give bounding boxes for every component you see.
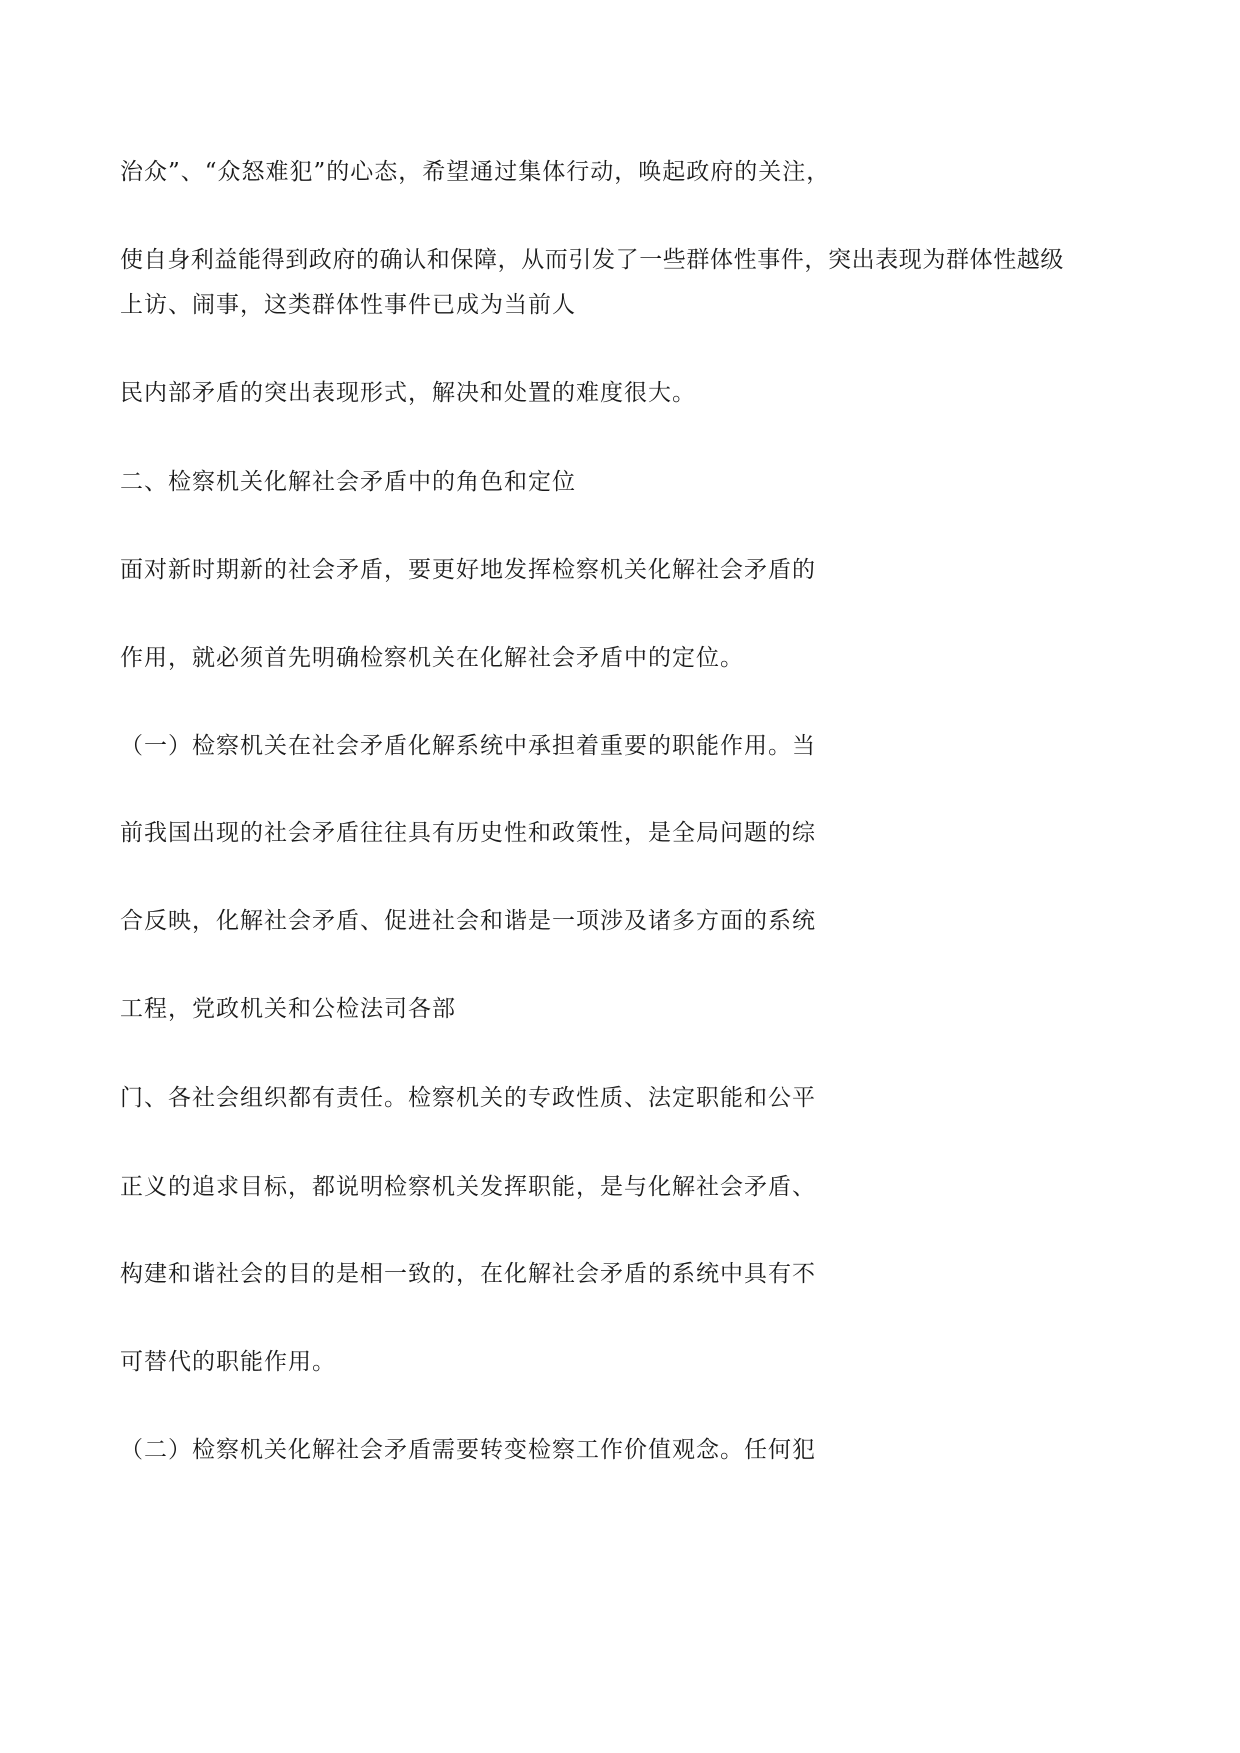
text-line: 作用，就必须首先明确检察机关在化解社会矛盾中的定位。 bbox=[120, 645, 744, 671]
section-heading: 二、检察机关化解社会矛盾中的角色和定位 bbox=[120, 469, 576, 495]
text-line: （二）检察机关化解社会矛盾需要转变检察工作价值观念。任何犯 bbox=[120, 1437, 816, 1463]
text-line: 可替代的职能作用。 bbox=[120, 1349, 336, 1375]
text-line: 治众”、“众怒难犯”的心态，希望通过集体行动，唤起政府的关注， bbox=[120, 159, 831, 185]
text-line: 民内部矛盾的突出表现形式，解决和处置的难度很大。 bbox=[120, 380, 696, 406]
text-line: 合反映，化解社会矛盾、促进社会和谐是一项涉及诸多方面的系统 bbox=[120, 908, 816, 934]
text-line: 构建和谐社会的目的是相一致的，在化解社会矛盾的系统中具有不 bbox=[120, 1261, 816, 1287]
text-line: 前我国出现的社会矛盾往往具有历史性和政策性，是全局问题的综 bbox=[120, 820, 816, 846]
text-line: 使自身利益能得到政府的确认和保障，从而引发了一些群体性事件，突出表现为群体性越级 bbox=[120, 247, 1064, 273]
text-line: （一）检察机关在社会矛盾化解系统中承担着重要的职能作用。当 bbox=[120, 733, 816, 759]
text-line: 正义的追求目标，都说明检察机关发挥职能，是与化解社会矛盾、 bbox=[120, 1174, 816, 1200]
text-line: 面对新时期新的社会矛盾，要更好地发挥检察机关化解社会矛盾的 bbox=[120, 557, 816, 583]
text-line: 上访、闹事，这类群体性事件已成为当前人 bbox=[120, 292, 576, 318]
text-line: 工程，党政机关和公检法司各部 bbox=[120, 996, 456, 1022]
text-line: 门、各社会组织都有责任。检察机关的专政性质、法定职能和公平 bbox=[120, 1085, 816, 1111]
